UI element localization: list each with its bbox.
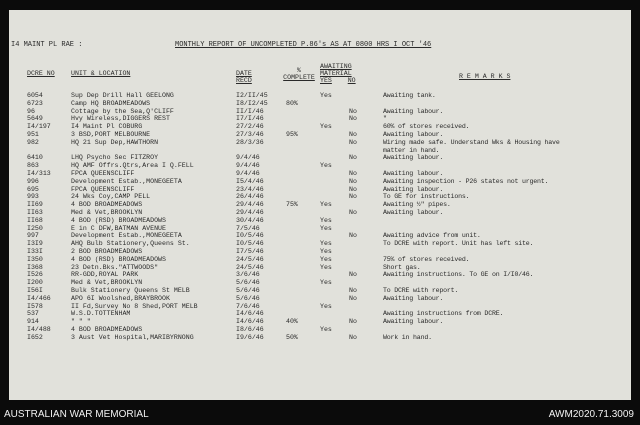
date-recd-cell: 29/4/46 <box>236 208 264 216</box>
awaiting-no-cell: No <box>349 138 357 146</box>
dcre-cell: 996 <box>27 177 39 185</box>
table-row <box>9 264 631 272</box>
date-recd-cell: I9/6/46 <box>236 333 264 341</box>
unit-location-cell: FPCA QUEENSCLIFF <box>71 185 135 193</box>
awaiting-yes-cell: Yes <box>320 216 332 224</box>
date-recd-cell: 5/6/46 <box>236 294 260 302</box>
unit-heading: I4 MAINT PL RAE : <box>11 41 83 49</box>
awaiting-no-cell: No <box>349 154 357 162</box>
dcre-cell: I250 <box>27 224 43 232</box>
dcre-cell: I652 <box>27 333 43 341</box>
dcre-cell: II69 <box>27 201 43 209</box>
date-recd-cell: I8/6/46 <box>236 325 264 333</box>
date-recd-cell: 24/5/46 <box>236 263 264 271</box>
remarks-cell: " <box>383 115 387 123</box>
remarks-cell: Awaiting tank. <box>383 92 436 99</box>
date-recd-cell: I0/5/46 <box>236 232 264 240</box>
table-row <box>9 279 631 287</box>
unit-location-cell: Development Estab.,MONEGEETA <box>71 177 182 185</box>
table-row <box>9 240 631 248</box>
awaiting-yes-cell: Yes <box>320 123 332 131</box>
table-row <box>9 248 631 256</box>
archive-footer <box>0 404 640 425</box>
date-recd-cell: 23/4/46 <box>236 185 264 193</box>
unit-location-cell: I4 Maint Pl COBURG <box>71 123 143 131</box>
table-row <box>9 310 631 318</box>
table-row <box>9 295 631 303</box>
dcre-cell: 982 <box>27 138 39 146</box>
col-yes: YES <box>320 77 332 85</box>
table-row <box>9 186 631 194</box>
report-rows <box>9 92 631 342</box>
unit-location-cell: E in C DFW,BATMAN AVENUE <box>71 224 166 232</box>
percent-complete-cell: 80% <box>286 99 298 107</box>
table-row <box>9 256 631 264</box>
remarks-cell: Awaiting instructions from DCRE. <box>383 310 504 318</box>
remarks-cell: Awaiting labour. <box>383 154 444 162</box>
awaiting-yes-cell: Yes <box>320 201 332 209</box>
remarks-cell: Awaiting labour. <box>383 208 444 216</box>
unit-location-cell: 4 BOD (RSD) BROADMEADOWS <box>71 216 166 224</box>
date-recd-cell: 29/4/46 <box>236 201 264 209</box>
unit-location-cell: LHQ Psycho Sec FITZROY <box>71 154 159 162</box>
dcre-cell: 951 <box>27 130 39 138</box>
dcre-cell: I4/466 <box>27 294 51 302</box>
table-row <box>9 209 631 217</box>
dcre-cell: 6054 <box>27 92 43 99</box>
archive-reference: AWM2020.71.3009 <box>548 409 634 420</box>
dcre-cell: I350 <box>27 255 43 263</box>
remarks-cell: Work in hand. <box>383 333 432 341</box>
dcre-cell: 6723 <box>27 99 43 107</box>
dcre-cell: I526 <box>27 271 43 279</box>
dcre-cell: I368 <box>27 263 43 271</box>
table-row <box>9 217 631 225</box>
date-recd-cell: 5/6/46 <box>236 279 260 287</box>
remarks-cell: Awaiting labour. <box>383 169 444 177</box>
table-row <box>9 178 631 186</box>
remarks-cell: To GE for instructions. <box>383 193 470 201</box>
dcre-cell: 914 <box>27 318 39 326</box>
awaiting-no-cell: No <box>349 271 357 279</box>
unit-location-cell: W.S.D.TOTTENHAM <box>71 310 131 318</box>
date-recd-cell: I5/4/46 <box>236 177 264 185</box>
unit-location-cell: RR-GDD,ROYAL PARK <box>71 271 139 279</box>
col-percent-complete: % COMPLETE <box>283 67 315 82</box>
col-no: NO <box>347 77 356 85</box>
awaiting-yes-cell: Yes <box>320 255 332 263</box>
col-date-recd: DATE RECD <box>236 70 252 85</box>
awaiting-no-cell: No <box>349 294 357 302</box>
remarks-cell: Wiring made safe. Understand Wks & Housing have <box>383 138 560 146</box>
dcre-cell: I578 <box>27 302 43 310</box>
awaiting-no-cell: No <box>349 232 357 240</box>
awaiting-no-cell: No <box>349 177 357 185</box>
awaiting-no-cell: No <box>349 208 357 216</box>
date-recd-cell: 9/4/46 <box>236 169 260 177</box>
unit-location-cell: " " " <box>71 318 91 326</box>
date-recd-cell: I8/I2/45 <box>236 99 268 107</box>
date-recd-cell: II/I/46 <box>236 107 264 115</box>
table-row <box>9 225 631 233</box>
date-recd-cell: 9/4/46 <box>236 154 260 162</box>
awaiting-yes-cell: Yes <box>320 240 332 248</box>
awaiting-yes-cell: Yes <box>320 224 332 232</box>
table-row <box>9 287 631 295</box>
remarks-cell: Awaiting ½" pipes. <box>383 201 451 209</box>
awaiting-no-cell: No <box>349 130 357 138</box>
date-recd-cell: 9/4/46 <box>236 162 260 170</box>
awaiting-yes-cell: Yes <box>320 92 332 99</box>
remarks-cell: 60% of stores received. <box>383 123 470 131</box>
dcre-cell: 863 <box>27 162 39 170</box>
awaiting-no-cell: No <box>349 193 357 201</box>
awaiting-yes-cell: Yes <box>320 325 332 333</box>
col-awaiting-material: AWAITING MATERIAL YES NO <box>320 63 356 85</box>
date-recd-cell: I0/5/46 <box>236 240 264 248</box>
percent-complete-cell: 95% <box>286 130 298 138</box>
date-recd-cell: 24/5/46 <box>236 255 264 263</box>
col-dcre-no: DCRE NO <box>27 70 55 77</box>
unit-location-cell: Hvy Wireless,DIGGERS REST <box>71 115 170 123</box>
unit-location-cell: 4 BOD (RSD) BROADMEADOWS <box>71 255 166 263</box>
dcre-cell: I200 <box>27 279 43 287</box>
date-recd-cell: I2/II/45 <box>236 92 268 99</box>
unit-location-cell: Development Estab.,MONEGEETA <box>71 232 182 240</box>
date-recd-cell: 27/3/46 <box>236 130 264 138</box>
remarks-cell: Short gas. <box>383 263 421 271</box>
table-row <box>9 232 631 240</box>
dcre-cell: I3I9 <box>27 240 43 248</box>
awaiting-no-cell: No <box>349 169 357 177</box>
unit-location-cell: Camp HQ BROADMEADOWS <box>71 99 151 107</box>
awaiting-yes-cell: Yes <box>320 247 332 255</box>
table-row <box>9 139 631 147</box>
unit-location-cell: 23 Detn.Bks."ATTWOODS" <box>71 263 159 271</box>
date-recd-cell: I7/5/46 <box>236 247 264 255</box>
table-row <box>9 334 631 342</box>
remarks-cell: Awaiting labour. <box>383 185 444 193</box>
remarks-cell: To DCRE with report. <box>383 286 459 294</box>
remarks-cell: Awaiting advice from unit. <box>383 232 481 240</box>
unit-location-cell: APO 6I Woolshed,BRAYBROOK <box>71 294 170 302</box>
table-row <box>9 170 631 178</box>
remarks-cell: Awaiting labour. <box>383 107 444 115</box>
date-recd-cell: I4/6/46 <box>236 310 264 318</box>
unit-location-cell: HQ AMF Offrs.Qtrs,Area I Q.FELL <box>71 162 194 170</box>
awaiting-no-cell: No <box>349 115 357 123</box>
date-recd-cell: 26/4/46 <box>236 193 264 201</box>
dcre-cell: 6410 <box>27 154 43 162</box>
table-row <box>9 318 631 326</box>
remarks-cell: matter in hand. <box>383 146 440 154</box>
col-unit-location: UNIT & LOCATION <box>71 70 131 77</box>
date-recd-cell: 5/6/46 <box>236 286 260 294</box>
dcre-cell: II63 <box>27 208 43 216</box>
date-recd-cell: 27/2/46 <box>236 123 264 131</box>
remarks-cell: 75% of stores received. <box>383 255 470 263</box>
col-remarks: R E M A R K S <box>459 73 511 80</box>
table-row <box>9 326 631 334</box>
awaiting-no-cell: No <box>349 333 357 341</box>
report-header <box>9 41 631 51</box>
table-row <box>9 100 631 108</box>
unit-location-cell: HQ 21 Sup Dep,HAWTHORN <box>71 138 159 146</box>
date-recd-cell: 28/3/36 <box>236 138 264 146</box>
unit-location-cell: 24 Wks Coy,CAMP PELL <box>71 193 151 201</box>
percent-complete-cell: 75% <box>286 201 298 209</box>
remarks-cell: Awaiting instructions. To GE on I/I0/46. <box>383 271 534 279</box>
table-row <box>9 123 631 131</box>
dcre-cell: 5649 <box>27 115 43 123</box>
dcre-cell: 96 <box>27 107 35 115</box>
percent-complete-cell: 40% <box>286 318 298 326</box>
table-row <box>9 201 631 209</box>
remarks-cell: Awaiting labour. <box>383 130 444 138</box>
date-recd-cell: 30/4/46 <box>236 216 264 224</box>
date-recd-cell: I7/I/46 <box>236 115 264 123</box>
table-row <box>9 131 631 139</box>
remarks-cell: Awaiting labour. <box>383 318 444 326</box>
awaiting-no-cell: No <box>349 185 357 193</box>
dcre-cell: I4/488 <box>27 325 51 333</box>
table-row <box>9 92 631 100</box>
awaiting-no-cell: No <box>349 286 357 294</box>
dcre-cell: I33I <box>27 247 43 255</box>
report-title: MONTHLY REPORT OF UNCOMPLETED P.86's AS AT 0800 HRS I OCT '46 <box>175 41 432 49</box>
table-row <box>9 162 631 170</box>
table-row <box>9 271 631 279</box>
unit-location-cell: 2 BOD BROADMEADOWS <box>71 247 143 255</box>
unit-location-cell: Cottage by the Sea,Q'CLIFF <box>71 107 174 115</box>
table-row <box>9 108 631 116</box>
date-recd-cell: 7/6/46 <box>236 302 260 310</box>
table-row <box>9 154 631 162</box>
dcre-cell: 997 <box>27 232 39 240</box>
unit-location-cell: 4 BOD BROADMEADOWS <box>71 201 143 209</box>
archive-name: AUSTRALIAN WAR MEMORIAL <box>4 409 149 420</box>
remarks-cell: To DCRE with report. Unit has left site. <box>383 240 534 248</box>
unit-location-cell: Med & Vet,BROOKLYN <box>71 208 143 216</box>
document-page <box>9 10 631 400</box>
date-recd-cell: I4/6/46 <box>236 318 264 326</box>
percent-complete-cell: 50% <box>286 333 298 341</box>
unit-location-cell: 3 Aust Vet Hospital,MARIBYRNONG <box>71 333 194 341</box>
table-row <box>9 303 631 311</box>
dcre-cell: II68 <box>27 216 43 224</box>
unit-location-cell: AHQ Bulb Stationery,Queens St. <box>71 240 190 248</box>
unit-location-cell: 3 BSD,PORT MELBOURNE <box>71 130 151 138</box>
table-row <box>9 115 631 123</box>
unit-location-cell: 4 BOD BROADMEADOWS <box>71 325 143 333</box>
dcre-cell: 695 <box>27 185 39 193</box>
dcre-cell: 537 <box>27 310 39 318</box>
unit-location-cell: Med & Vet,BROOKLYN <box>71 279 143 287</box>
awaiting-no-cell: No <box>349 318 357 326</box>
awaiting-yes-cell: Yes <box>320 162 332 170</box>
remarks-cell: Awaiting labour. <box>383 294 444 302</box>
date-recd-cell: 3/6/46 <box>236 271 260 279</box>
unit-location-cell: II Fd,Survey No 8 Shed,PORT MELB <box>71 302 198 310</box>
table-row <box>9 147 631 155</box>
date-recd-cell: 7/5/46 <box>236 224 260 232</box>
unit-location-cell: FPCA QUEENSCLIFF <box>71 169 135 177</box>
awaiting-yes-cell: Yes <box>320 302 332 310</box>
awaiting-yes-cell: Yes <box>320 279 332 287</box>
awaiting-no-cell: No <box>349 107 357 115</box>
dcre-cell: I4/197 <box>27 123 51 131</box>
table-row <box>9 193 631 201</box>
remarks-cell: Awaiting inspection - P26 states not urgent. <box>383 177 549 185</box>
dcre-cell: 993 <box>27 193 39 201</box>
unit-location-cell: Sup Dep Drill Hall GEELONG <box>71 92 174 99</box>
awaiting-yes-cell: Yes <box>320 263 332 271</box>
dcre-cell: I56I <box>27 286 43 294</box>
dcre-cell: I4/313 <box>27 169 51 177</box>
unit-location-cell: Bulk Stationery Queens St MELB <box>71 286 190 294</box>
